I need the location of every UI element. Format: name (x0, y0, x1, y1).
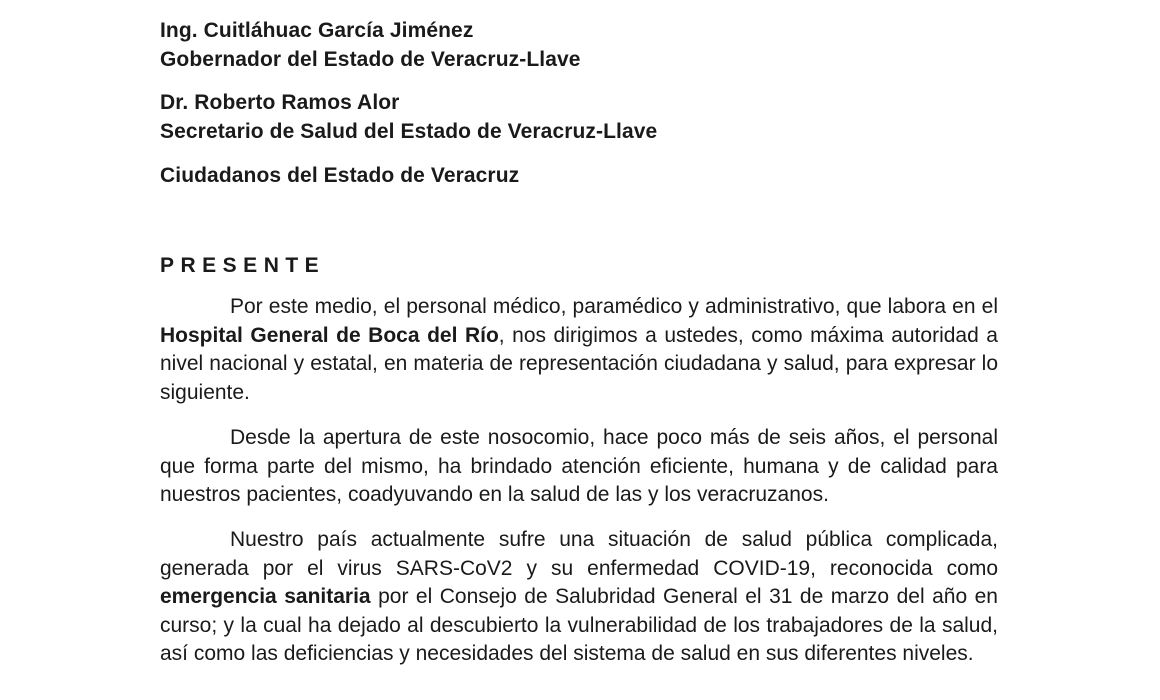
salutation: PRESENTE (160, 254, 326, 277)
paragraph-emergency (160, 526, 998, 669)
hospital-name: Hospital General de Boca del Río (160, 323, 499, 347)
addressee-name: Ciudadanos del Estado de Veracruz (160, 164, 520, 187)
addressee-citizens (160, 161, 519, 190)
addressee-name: Dr. Roberto Ramos Alor (160, 91, 400, 114)
paragraph-intro (160, 293, 998, 407)
addressee-title: Secretario de Salud del Estado de Veracruz-Llave (160, 120, 658, 143)
paragraph-text: Nuestro país actualmente sufre una situación de salud pública complicada, generada por el virus SARS-CoV2 y su enfermedad COVID-19, reconocida como (160, 528, 998, 580)
addressee-health-secretary (160, 88, 657, 146)
paragraph-text: Desde la apertura de este nosocomio, hace poco más de seis años, el personal que forma parte del mismo, ha brindado atención eficiente, humana y de calidad para nuestros pacientes, coadyuvando en la salud de las y los veracruzanos. (160, 426, 998, 507)
emergency-term: emergencia sanitaria (160, 585, 371, 609)
addressee-governor (160, 16, 581, 74)
paragraph-text: , nos dirigimos a ustedes, como máxima autoridad a nivel nacional y estatal, en materia de representación ciudadana y salud, para expresar lo siguiente. (160, 323, 998, 404)
paragraph-history (160, 424, 998, 510)
addressee-name: Ing. Cuitláhuac García Jiménez (160, 19, 474, 42)
paragraph-text: por el Consejo de Salubridad General el 31 de marzo del año en curso; y la cual ha dejado al descubierto la vulnerabilidad de los trabajadores de la salud, así como las deficiencias y necesidades del sistema de salud en sus diferentes niveles. (160, 585, 998, 666)
paragraph-text: Por este medio, el personal médico, paramédico y administrativo, que labora en el (230, 295, 998, 318)
addressee-title: Gobernador del Estado de Veracruz-Llave (160, 48, 581, 71)
